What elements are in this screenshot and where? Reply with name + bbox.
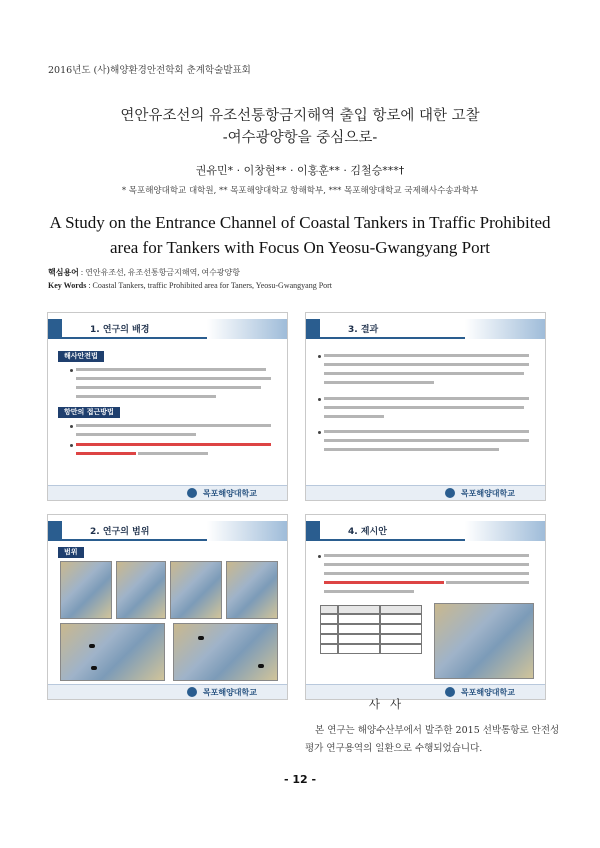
- university-seal-icon: [445, 488, 455, 498]
- university-logo: 목포해양대학교: [202, 688, 257, 697]
- slide-heading-bar: [48, 319, 287, 339]
- slide-heading: 1. 연구의 배경: [90, 325, 150, 335]
- acknowledgement-title: 사사: [368, 697, 412, 711]
- university-seal-icon: [187, 488, 197, 498]
- page-number: - 12 -: [283, 773, 317, 786]
- keywords-korean: [48, 267, 240, 278]
- slide-tag: 범위: [58, 547, 84, 558]
- title-korean: 연안유조선의 유조선통항금지해역 출입 항로에 대한 고찰: [120, 108, 480, 124]
- university-logo: 목포해양대학교: [202, 489, 257, 498]
- slide-footer: [306, 485, 545, 500]
- conference-header: 2016년도 (사)해양환경안전학회 춘계학술발표회: [48, 65, 251, 76]
- keywords-korean-text: : 연안유조선, 유조선통항금지해역, 여수광양항: [78, 268, 240, 277]
- map-image-4: [226, 561, 278, 619]
- title-english-line1: A Study on the Entrance Channel of Coastal Tankers in Traffic Prohibited: [49, 213, 551, 232]
- coordinates-table: [320, 605, 420, 654]
- university-logo: 목포해양대학교: [460, 489, 515, 498]
- keywords-english: [48, 281, 332, 290]
- university-logo: 목포해양대학교: [460, 688, 515, 697]
- slide-footer: [48, 485, 287, 500]
- chart-image: [434, 603, 534, 679]
- slide-heading-bar: [306, 521, 545, 541]
- slide-scope: [47, 514, 288, 700]
- acknowledgement-line1: 본 연구는 해양수산부에서 발주한 2015 선박통항로 안전성: [315, 725, 560, 736]
- affiliations: * 목포해양대학교 대학원, ** 목포해양대학교 항해학부, *** 목포해양대학교 국제해사수송과학부: [121, 186, 479, 196]
- slide-heading: 4. 제시안: [348, 527, 387, 537]
- map-image-1: [60, 561, 112, 619]
- map-image-2: [116, 561, 166, 619]
- slide-heading-bar: [48, 521, 287, 541]
- map-image-5: [60, 623, 165, 681]
- slide-tag: 해사안전법: [58, 351, 104, 362]
- slide-proposal: [305, 514, 546, 700]
- subtitle-korean: -여수광양항을 중심으로-: [222, 130, 378, 146]
- keywords-korean-label: 핵심용어: [48, 268, 79, 277]
- acknowledgement-line2: 평가 연구용역의 일환으로 수행되었습니다.: [305, 743, 483, 754]
- title-english-line2: area for Tankers with Focus On Yeosu-Gwangyang Port: [110, 238, 490, 257]
- slide-background: [47, 312, 288, 501]
- slide-heading-bar: [306, 319, 545, 339]
- map-image-6: [173, 623, 278, 681]
- slide-tag-2: 항만의 접근방법: [58, 407, 120, 418]
- keywords-english-text: : Coastal Tankers, traffic Prohibited area for Taners, Yeosu-Gwangyang Port: [86, 281, 333, 290]
- slide-results: [305, 312, 546, 501]
- slide-heading: 3. 결과: [348, 325, 379, 335]
- keywords-english-label: Key Words: [48, 281, 87, 290]
- authors: 권유민* · 이창현** · 이홍훈** · 김철승***†: [195, 164, 405, 177]
- slide-heading: 2. 연구의 범위: [90, 527, 150, 537]
- map-image-3: [170, 561, 222, 619]
